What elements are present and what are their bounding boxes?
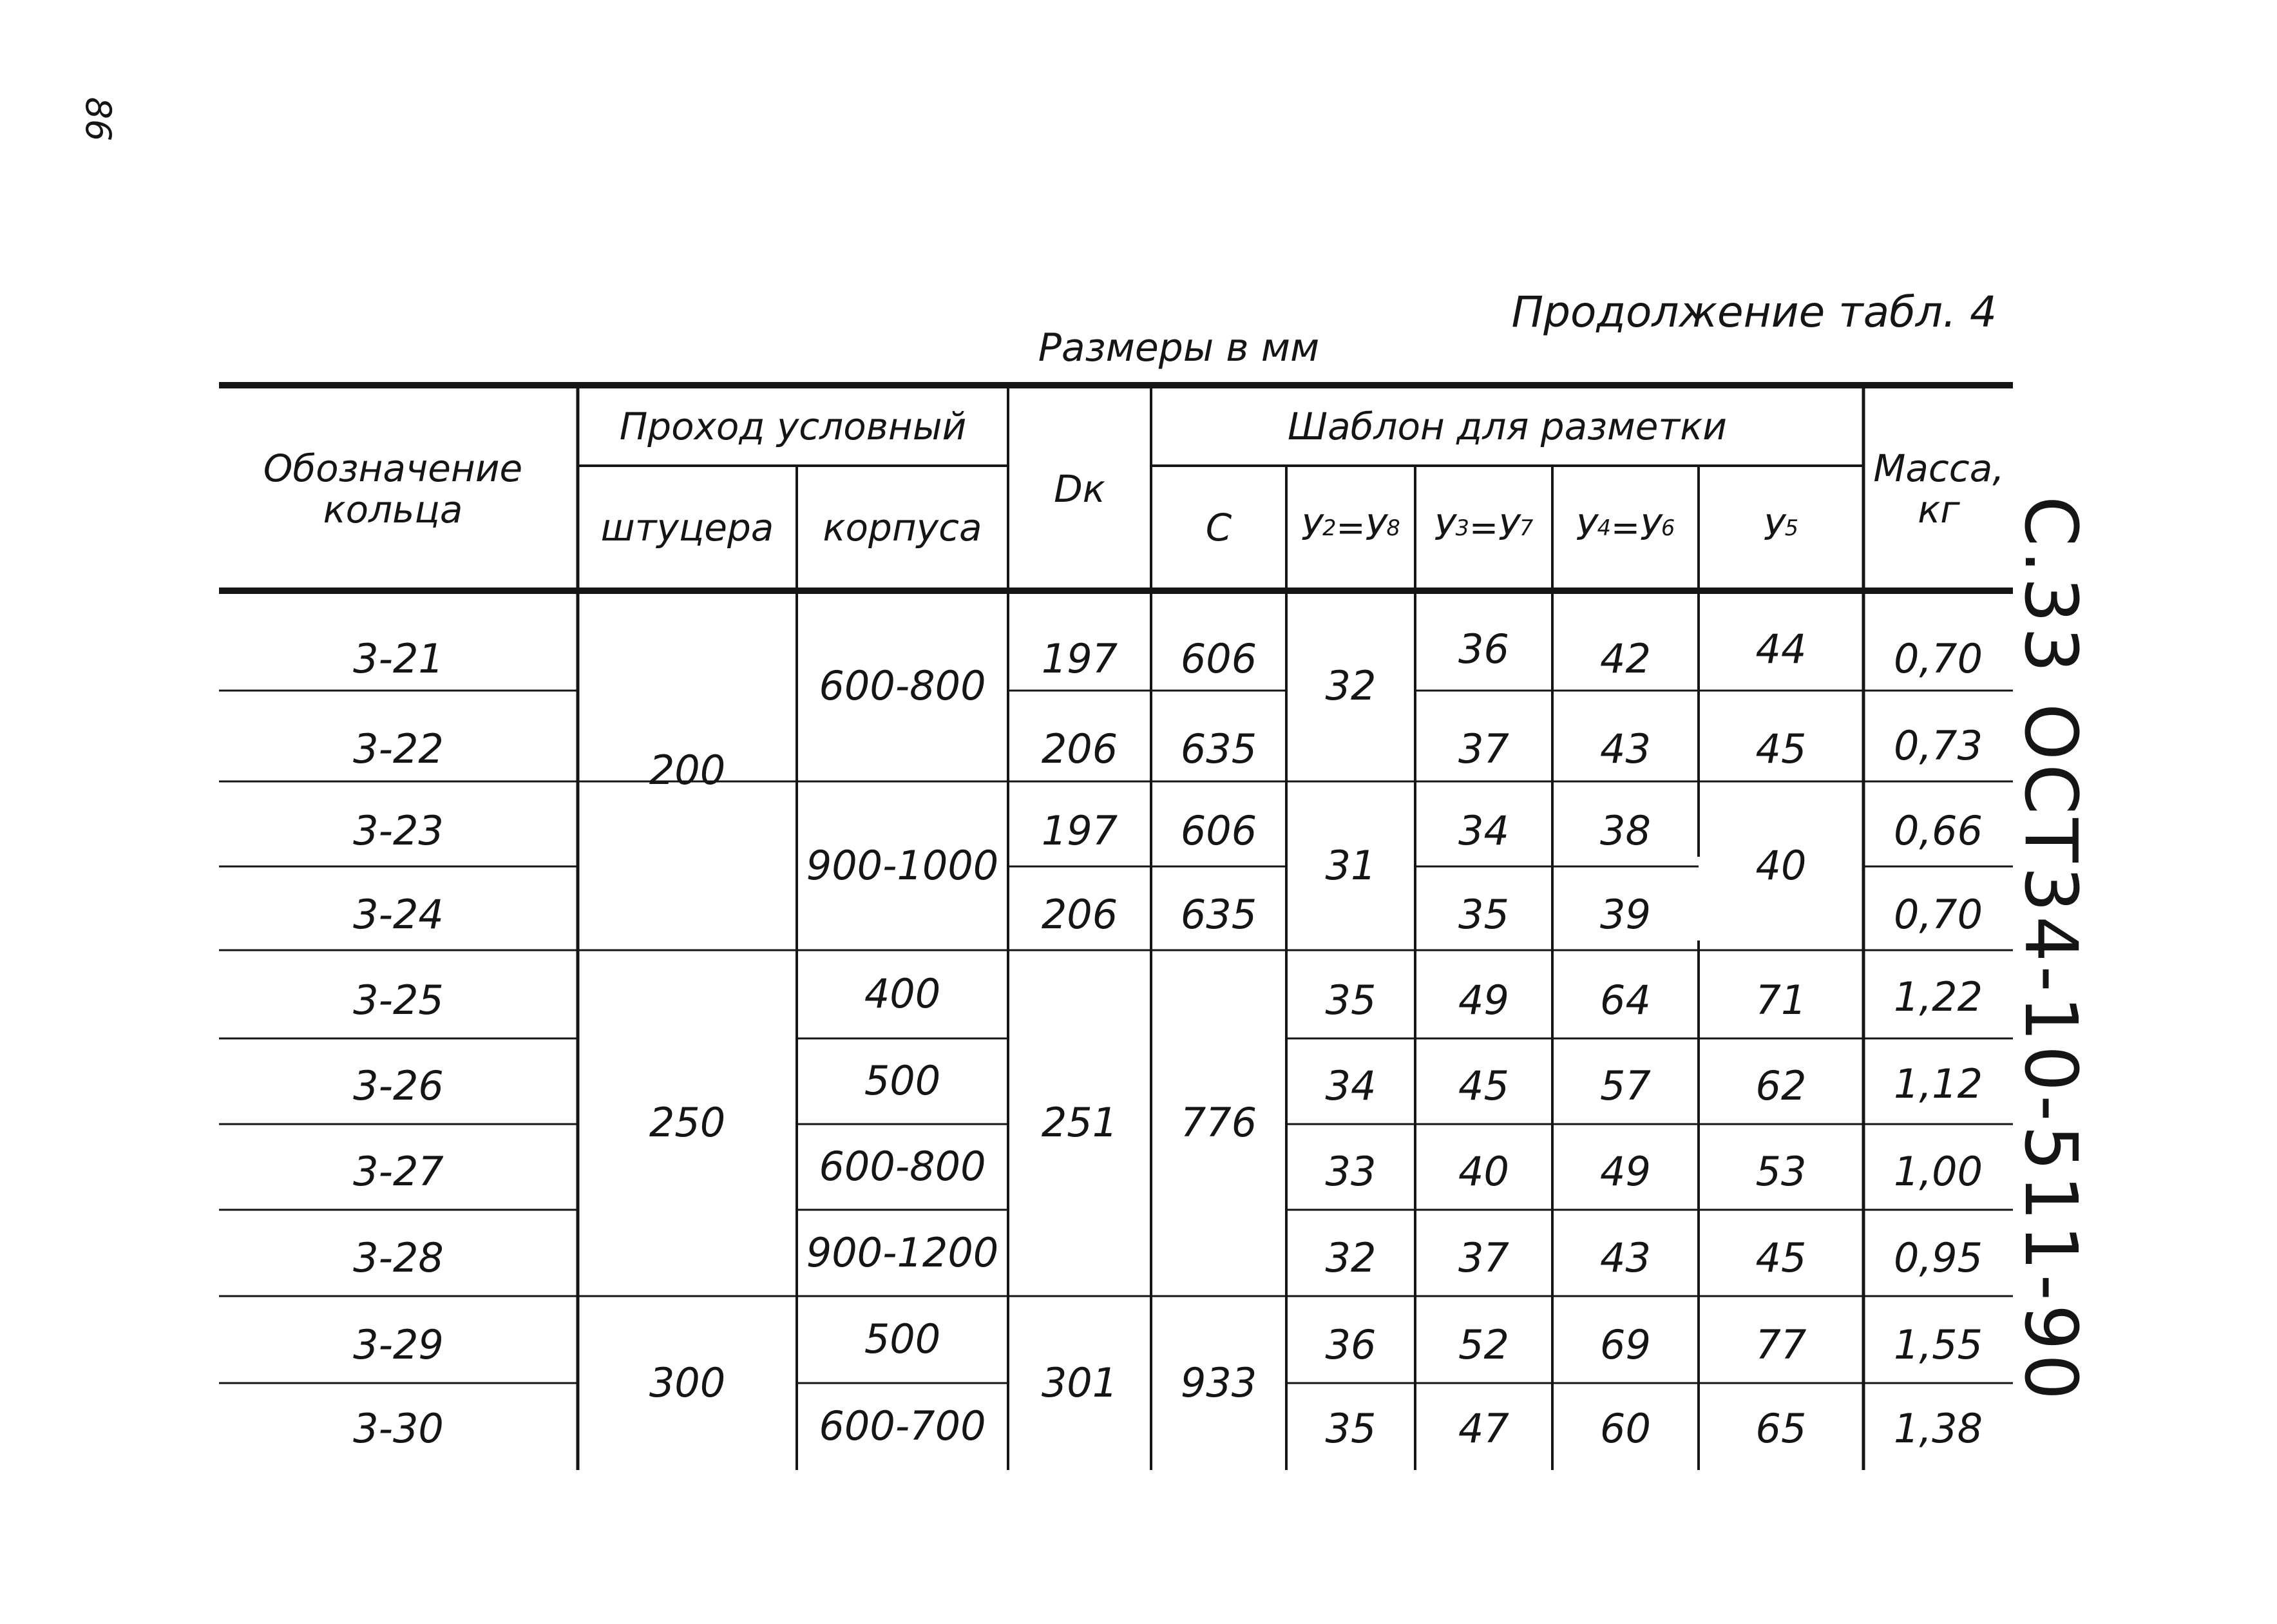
c-cell: 635 <box>1180 725 1257 773</box>
y4-y6-cell: 64 <box>1600 977 1651 1024</box>
ring-designation-cell: 3-28 <box>353 1234 444 1282</box>
y3-y7-cell: 52 <box>1458 1321 1509 1369</box>
header-marking-template: Шаблон для разметки <box>1288 404 1727 448</box>
ring-designation-cell: 3-23 <box>353 807 444 854</box>
dk-cell: 197 <box>1041 807 1118 854</box>
y4-y6-cell: 43 <box>1600 1234 1651 1282</box>
y5-cell: 77 <box>1755 1321 1807 1369</box>
mass-cell: 0,70 <box>1893 635 1983 683</box>
y4-y6-cell: 69 <box>1600 1321 1651 1369</box>
y2-y8-cell: 35 <box>1325 977 1377 1024</box>
mass-cell: 1,12 <box>1893 1060 1983 1108</box>
y4-y6-cell: 39 <box>1600 890 1651 938</box>
c-cell: 606 <box>1180 635 1257 683</box>
dk-cell: 251 <box>1041 1099 1118 1147</box>
dk-cell: 206 <box>1041 725 1118 773</box>
dk-cell: 197 <box>1041 635 1118 683</box>
y5-cell: 45 <box>1755 725 1807 773</box>
dk-cell: 301 <box>1041 1359 1118 1406</box>
mass-cell: 0,66 <box>1893 807 1983 854</box>
y4-y6-cell: 43 <box>1600 725 1651 773</box>
mass-cell: 1,38 <box>1893 1405 1983 1453</box>
y5-cell: 65 <box>1755 1405 1807 1453</box>
y4-y6-cell: 57 <box>1600 1062 1651 1110</box>
header-fitting: штуцера <box>600 506 774 550</box>
mass-cell: 0,73 <box>1893 722 1983 770</box>
y2-y8-cell: 32 <box>1325 1234 1377 1282</box>
y3-y7-cell: 34 <box>1458 807 1509 854</box>
page-number: 86 <box>78 97 119 142</box>
fitting-passage-cell: 300 <box>649 1359 726 1406</box>
body-passage-cell: 900-1200 <box>806 1228 999 1276</box>
y5-cell: 62 <box>1755 1062 1807 1110</box>
ring-designation-cell: 3-29 <box>353 1321 444 1369</box>
y2-y8-cell: 32 <box>1325 662 1377 709</box>
header-y2-y8: У 2 = У 8 <box>1301 508 1400 549</box>
y4-y6-cell: 49 <box>1600 1148 1651 1196</box>
units-note: Размеры в мм <box>1038 325 1320 370</box>
y4-y6-cell: 60 <box>1600 1405 1651 1453</box>
body-passage-cell: 600-800 <box>819 1143 986 1190</box>
y2-y8-cell: 35 <box>1325 1405 1377 1453</box>
header-y5: У 5 <box>1763 508 1799 549</box>
y5-cell: 53 <box>1755 1148 1807 1196</box>
c-cell: 635 <box>1180 890 1257 938</box>
y3-y7-cell: 35 <box>1458 890 1509 938</box>
header-dk: Dк <box>1054 467 1105 511</box>
body-passage-cell: 900-1000 <box>806 841 999 889</box>
ring-designation-cell: 3-22 <box>353 725 444 773</box>
dk-cell: 206 <box>1041 890 1118 938</box>
ring-designation-cell: 3-25 <box>353 977 444 1024</box>
y3-y7-cell: 37 <box>1458 725 1509 773</box>
header-body: корпуса <box>823 506 982 550</box>
mass-cell: 1,00 <box>1893 1148 1983 1196</box>
y5-cell: 71 <box>1755 977 1807 1024</box>
fitting-passage-cell: 200 <box>649 746 726 794</box>
y4-y6-cell: 42 <box>1600 635 1651 683</box>
mass-cell: 1,55 <box>1893 1321 1983 1369</box>
header-c: С <box>1205 506 1232 550</box>
y2-y8-cell: 33 <box>1325 1148 1377 1196</box>
y4-y6-cell: 38 <box>1600 807 1651 854</box>
ring-designation-cell: 3-21 <box>353 635 444 683</box>
ring-designation-cell: 3-27 <box>353 1148 444 1196</box>
y3-y7-cell: 40 <box>1458 1148 1509 1196</box>
ring-designation-cell: 3-24 <box>353 890 444 938</box>
header-nominal-passage: Проход условный <box>619 404 967 448</box>
y3-y7-cell: 49 <box>1458 977 1509 1024</box>
y5-cell: 45 <box>1755 1234 1807 1282</box>
y2-y8-cell: 34 <box>1325 1062 1377 1110</box>
fitting-passage-cell: 250 <box>649 1099 726 1147</box>
body-passage-cell: 600-800 <box>819 662 986 709</box>
body-passage-cell: 600-700 <box>819 1402 986 1450</box>
y2-y8-cell: 36 <box>1325 1321 1377 1369</box>
mass-cell: 1,22 <box>1893 973 1983 1021</box>
body-passage-cell: 400 <box>864 970 941 1018</box>
ring-designation-cell: 3-30 <box>353 1405 444 1453</box>
y3-y7-cell: 37 <box>1458 1234 1509 1282</box>
y2-y8-cell: 31 <box>1325 841 1377 889</box>
ring-designation-cell: 3-26 <box>353 1062 444 1110</box>
c-cell: 776 <box>1180 1099 1257 1147</box>
body-passage-cell: 500 <box>864 1057 941 1105</box>
body-passage-cell: 500 <box>864 1315 941 1363</box>
header-ring-designation: Обозначение кольца <box>263 446 523 531</box>
header-y3-y7: У 3 = У 7 <box>1434 508 1534 549</box>
y3-y7-cell: 47 <box>1458 1405 1509 1453</box>
y3-y7-cell: 45 <box>1458 1062 1509 1110</box>
document-code: С.33 ОСТ34-10-511-90 <box>2008 496 2092 1404</box>
c-cell: 606 <box>1180 807 1257 854</box>
y3-y7-cell: 36 <box>1458 626 1509 673</box>
c-cell: 933 <box>1180 1359 1257 1406</box>
header-y4-y6: У 4 = У 6 <box>1576 508 1675 549</box>
mass-cell: 0,70 <box>1893 890 1983 938</box>
header-mass: Масса, кг <box>1873 446 2005 531</box>
y5-cell: 44 <box>1755 626 1807 673</box>
mass-cell: 0,95 <box>1893 1234 1983 1282</box>
table-continuation-title: Продолжение табл. 4 <box>1511 287 1997 337</box>
y5-cell: 40 <box>1755 841 1807 889</box>
